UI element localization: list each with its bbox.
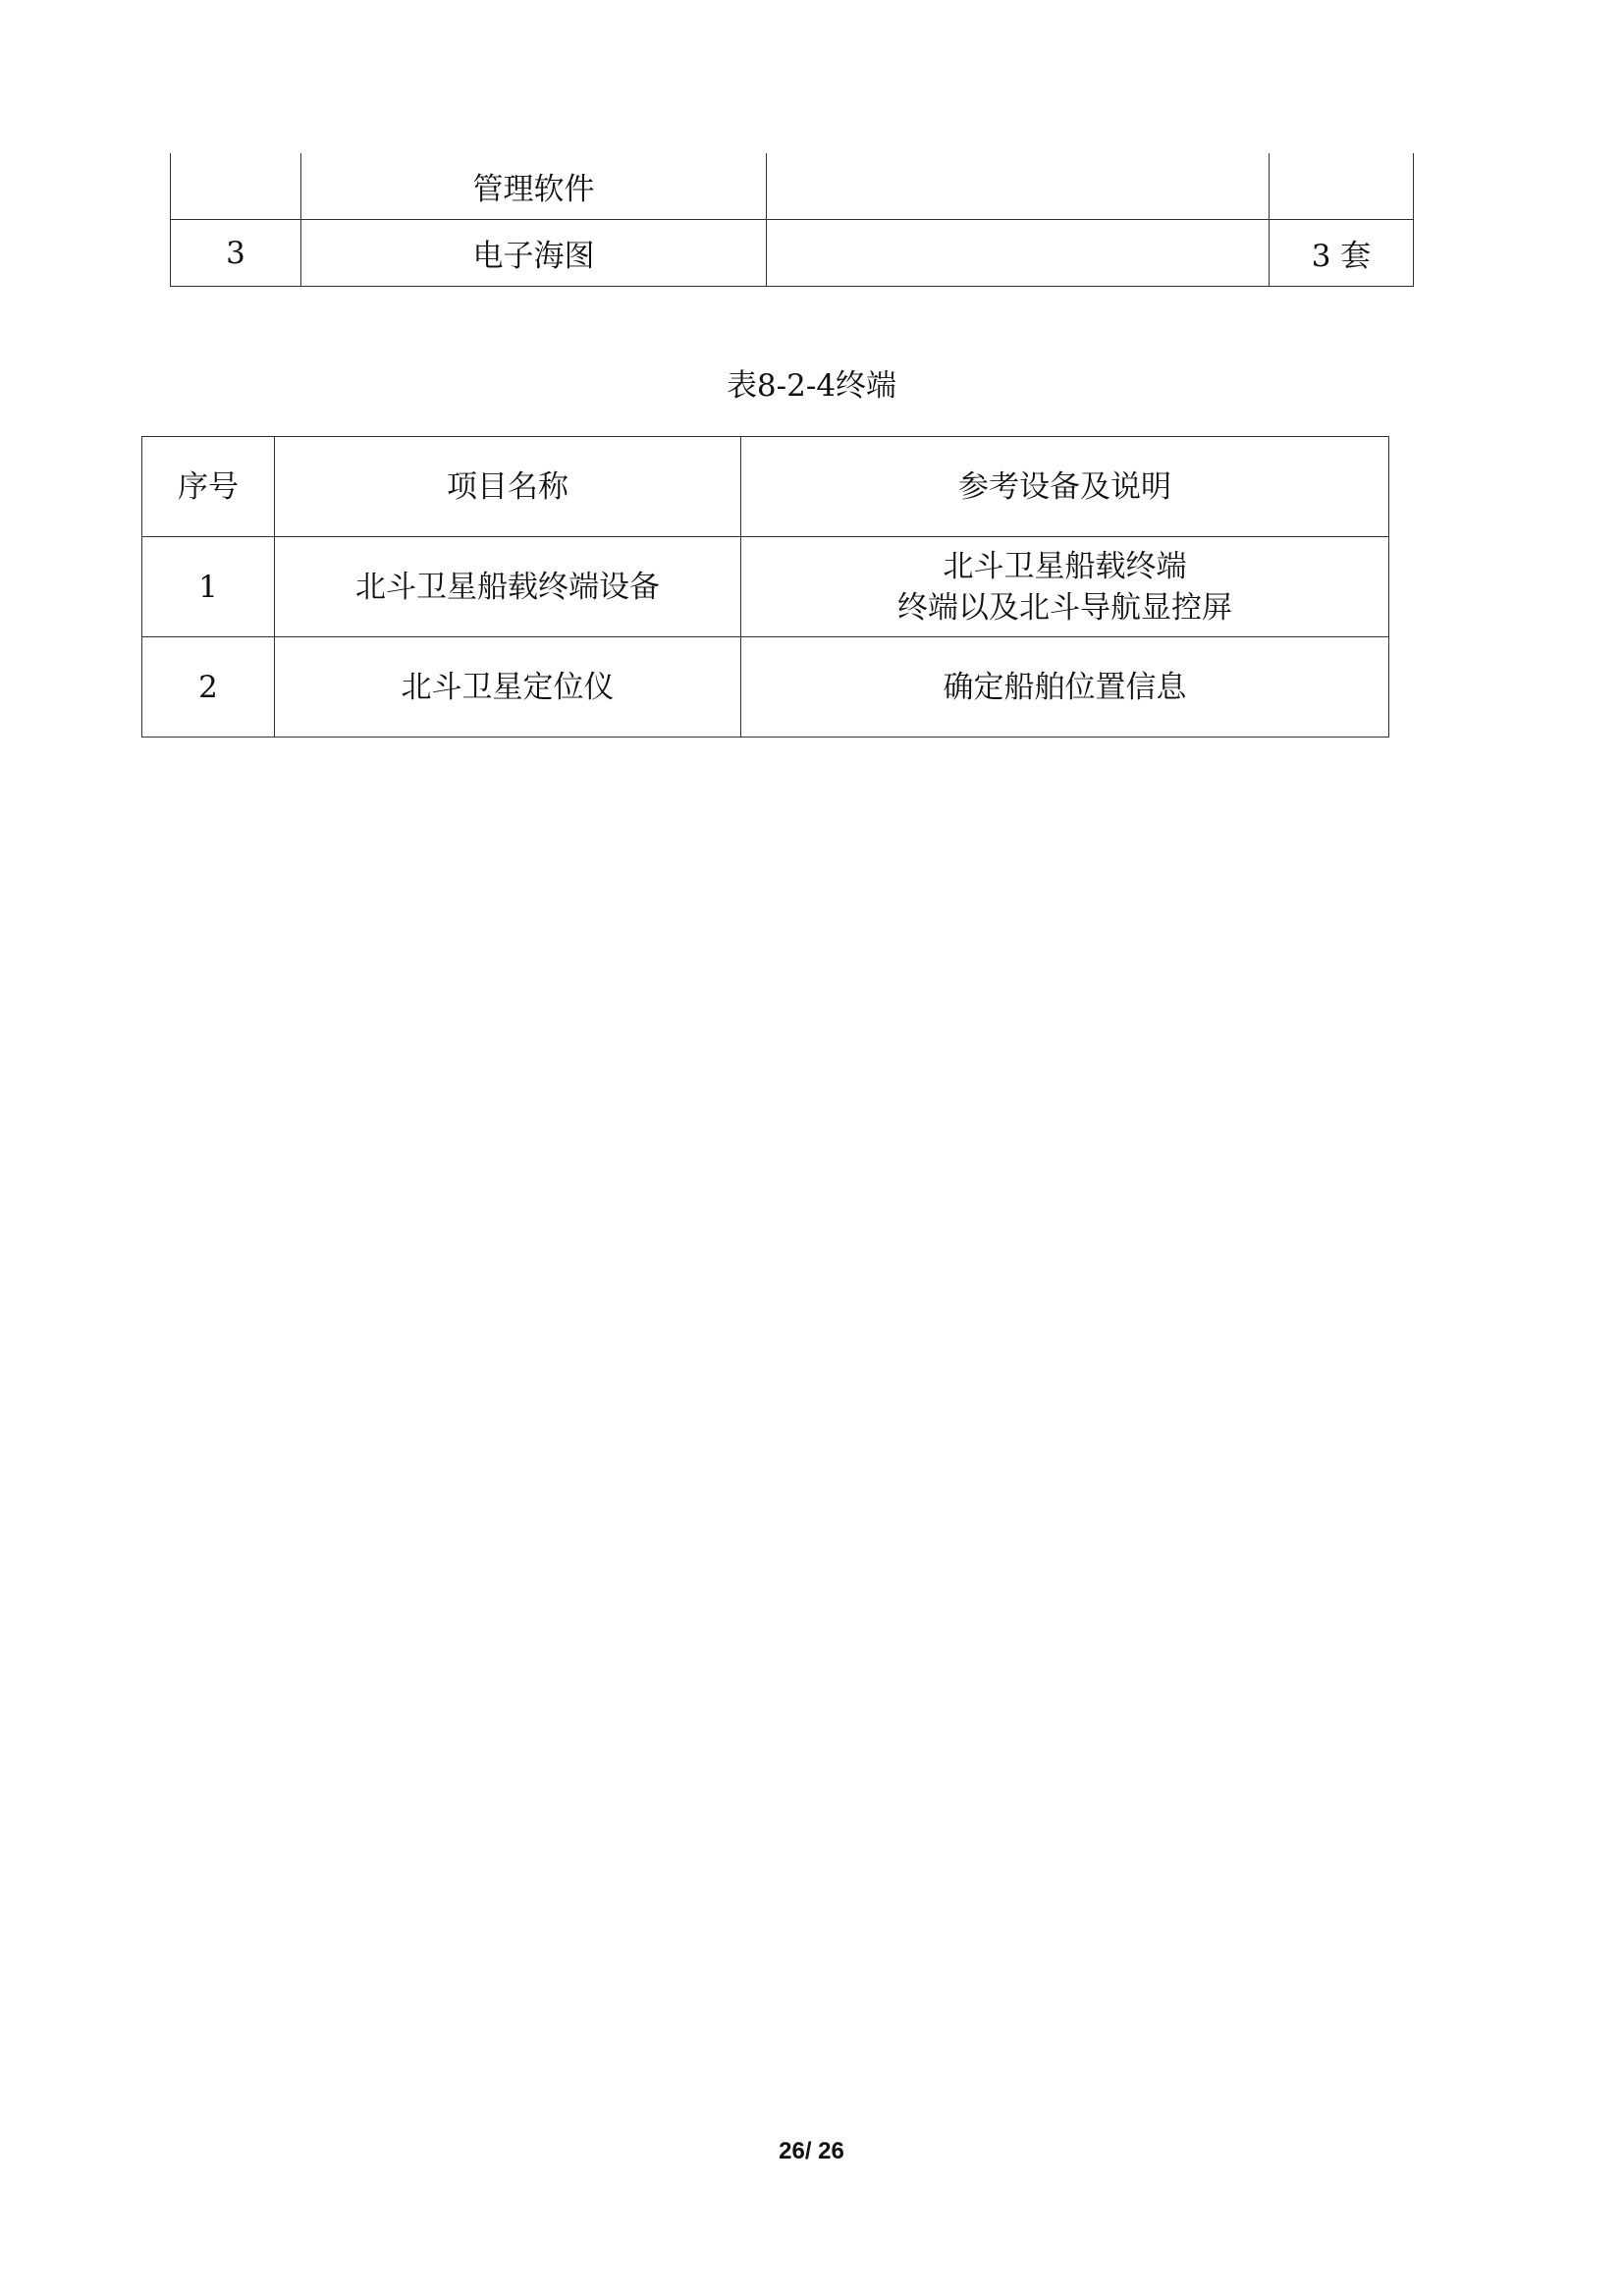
table-header-row	[142, 437, 1389, 537]
header-item-name: 项目名称	[275, 437, 741, 537]
row-number-cell	[171, 153, 301, 220]
table-row	[142, 537, 1389, 637]
quantity-cell	[1270, 153, 1414, 220]
description-cell	[767, 220, 1270, 287]
description-line: 终端以及北斗导航显控屏	[897, 589, 1232, 626]
row-number-cell: 1	[142, 537, 275, 637]
description-cell	[767, 153, 1270, 220]
header-number: 序号	[142, 437, 275, 537]
description-line: 北斗卫星船载终端	[943, 548, 1187, 584]
quantity-cell: 3 套	[1270, 220, 1414, 287]
item-name-cell: 电子海图	[301, 220, 767, 287]
page-number: 26/ 26	[779, 2138, 844, 2164]
row-number-cell: 2	[142, 637, 275, 738]
table-row	[171, 220, 1414, 287]
item-name-cell: 北斗卫星船载终端设备	[275, 537, 741, 637]
table-row	[142, 637, 1389, 738]
table-caption: 表8-2-4终端	[726, 368, 897, 404]
header-description: 参考设备及说明	[741, 437, 1389, 537]
description-cell	[741, 537, 1389, 637]
equipment-table-continued	[170, 153, 1414, 287]
item-name-cell: 北斗卫星定位仪	[275, 637, 741, 738]
description-line: 确定船舶位置信息	[943, 669, 1187, 705]
terminal-table	[141, 436, 1389, 738]
item-name-cell: 管理软件	[301, 153, 767, 220]
row-number-cell: 3	[171, 220, 301, 287]
description-cell	[741, 637, 1389, 738]
table-row	[171, 153, 1414, 220]
